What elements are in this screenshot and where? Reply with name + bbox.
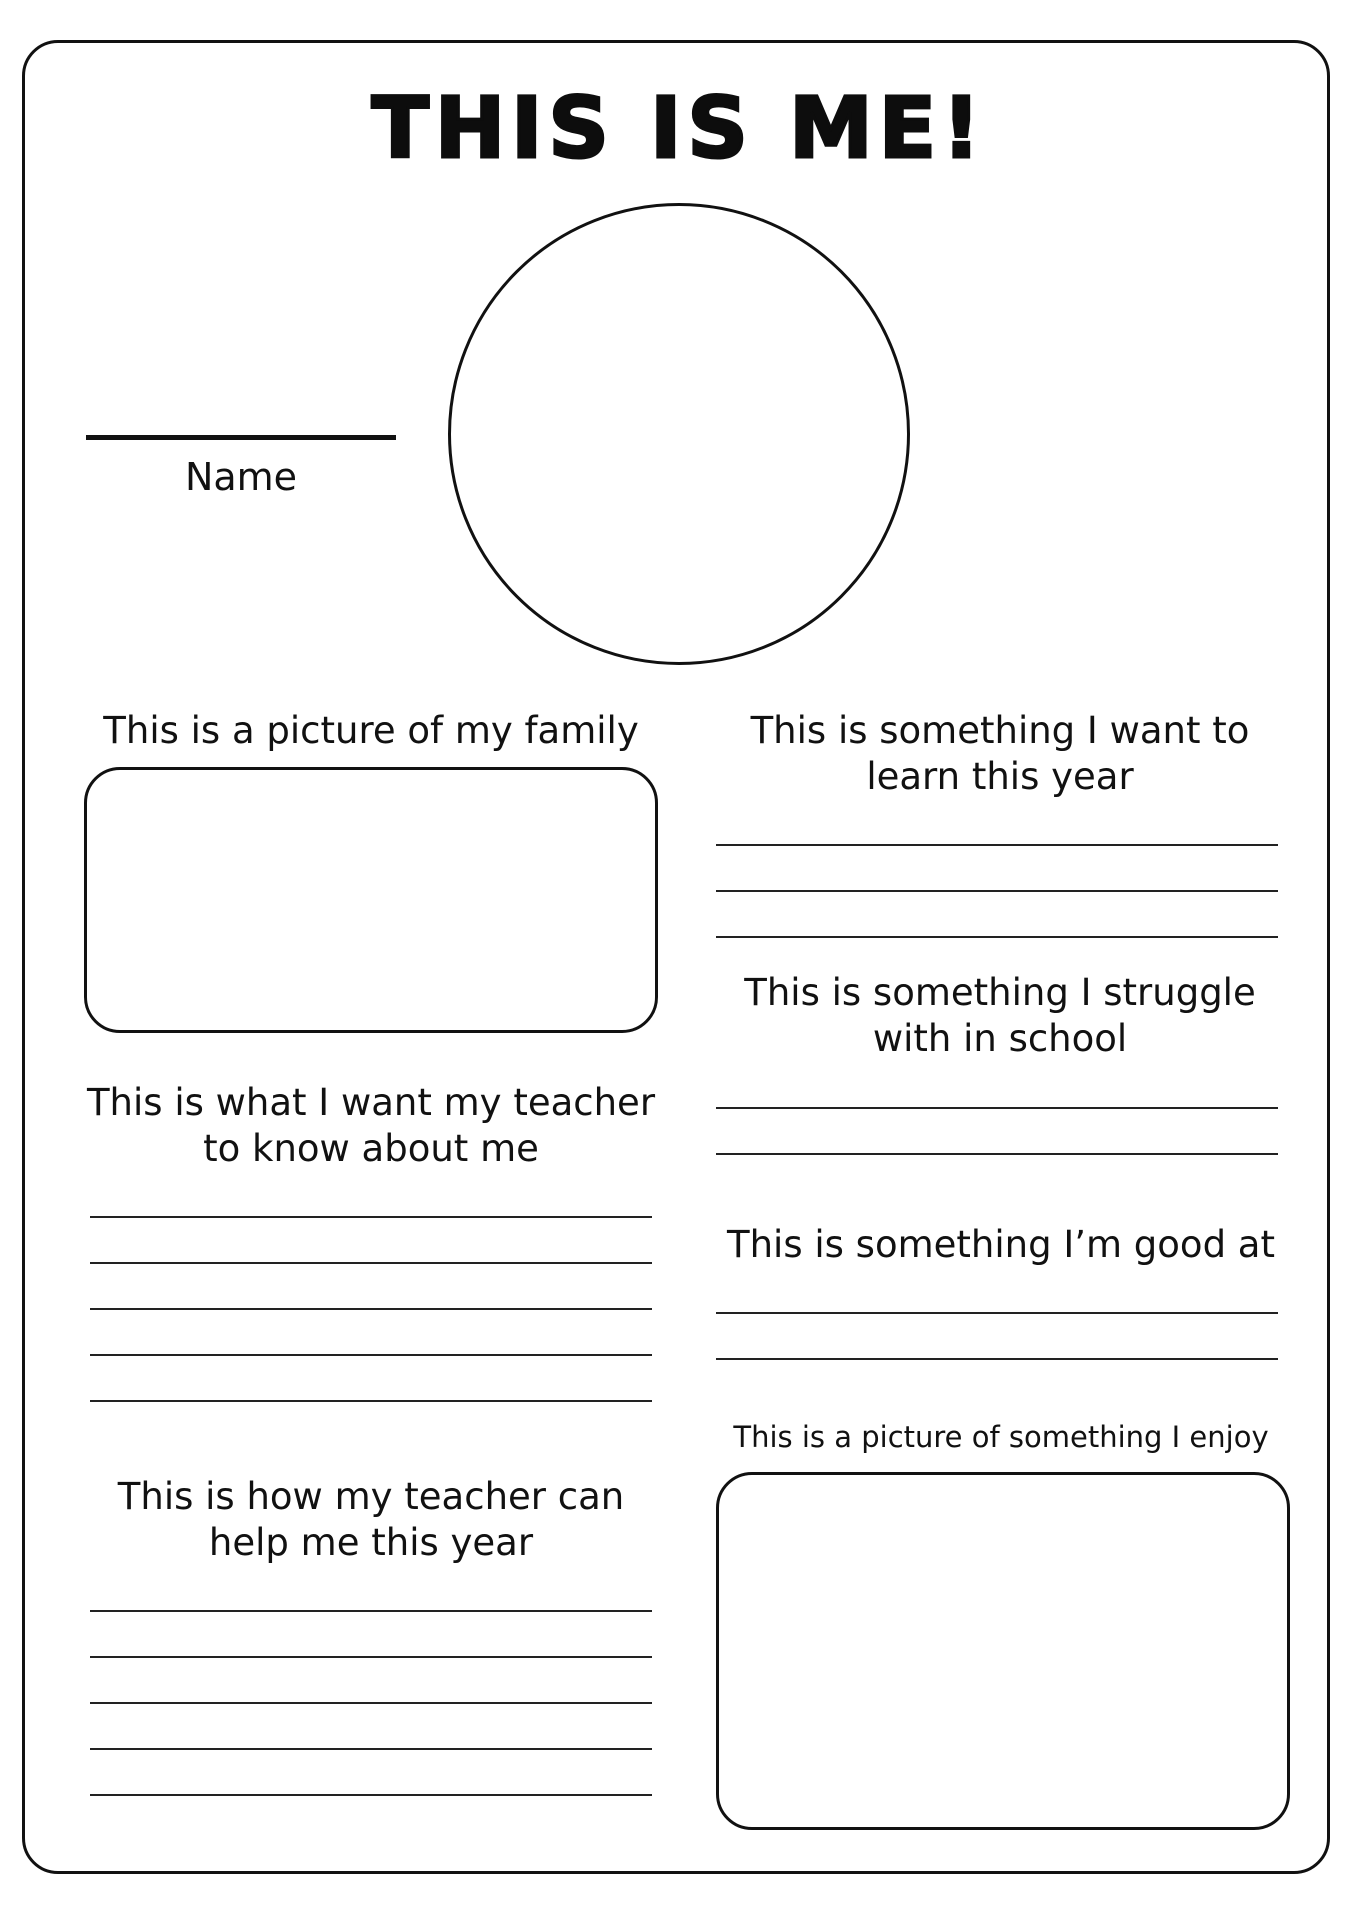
enjoy-picture-prompt: This is a picture of something I enjoy [733,1420,1269,1454]
good-at-prompt: This is something I’m good at [726,1223,1275,1266]
teacher-help-line-5[interactable] [90,1794,652,1796]
teacher-help-line-3[interactable] [90,1702,652,1704]
good-at-line-2[interactable] [716,1358,1278,1360]
teacher-know-line-4[interactable] [90,1354,652,1356]
enjoy-picture-box[interactable] [716,1472,1290,1830]
learn-line-3[interactable] [716,936,1278,938]
page-title: THIS IS ME! [371,79,987,177]
struggle-line-1[interactable] [716,1107,1278,1109]
teacher-know-line-2[interactable] [90,1262,652,1264]
teacher-help-line-4[interactable] [90,1748,652,1750]
teacher-know-line-1[interactable] [90,1216,652,1218]
learn-prompt: This is something I want to learn this year [750,709,1250,798]
teacher-help-line-1[interactable] [90,1610,652,1612]
teacher-help-line-2[interactable] [90,1656,652,1658]
teacher-know-line-3[interactable] [90,1308,652,1310]
learn-line-1[interactable] [716,844,1278,846]
good-at-line-1[interactable] [716,1312,1278,1314]
teacher-know-line-5[interactable] [90,1400,652,1402]
struggle-prompt: This is something I struggle with in school [744,971,1256,1060]
self-portrait-circle[interactable] [448,203,910,665]
learn-line-2[interactable] [716,890,1278,892]
family-picture-box[interactable] [84,767,658,1033]
teacher-help-prompt: This is how my teacher can help me this year [117,1475,625,1564]
name-writing-line[interactable] [86,435,396,440]
teacher-know-prompt: This is what I want my teacher to know about me [86,1081,656,1170]
family-picture-prompt: This is a picture of my family [103,709,639,752]
name-label: Name [184,455,298,499]
struggle-line-2[interactable] [716,1153,1278,1155]
